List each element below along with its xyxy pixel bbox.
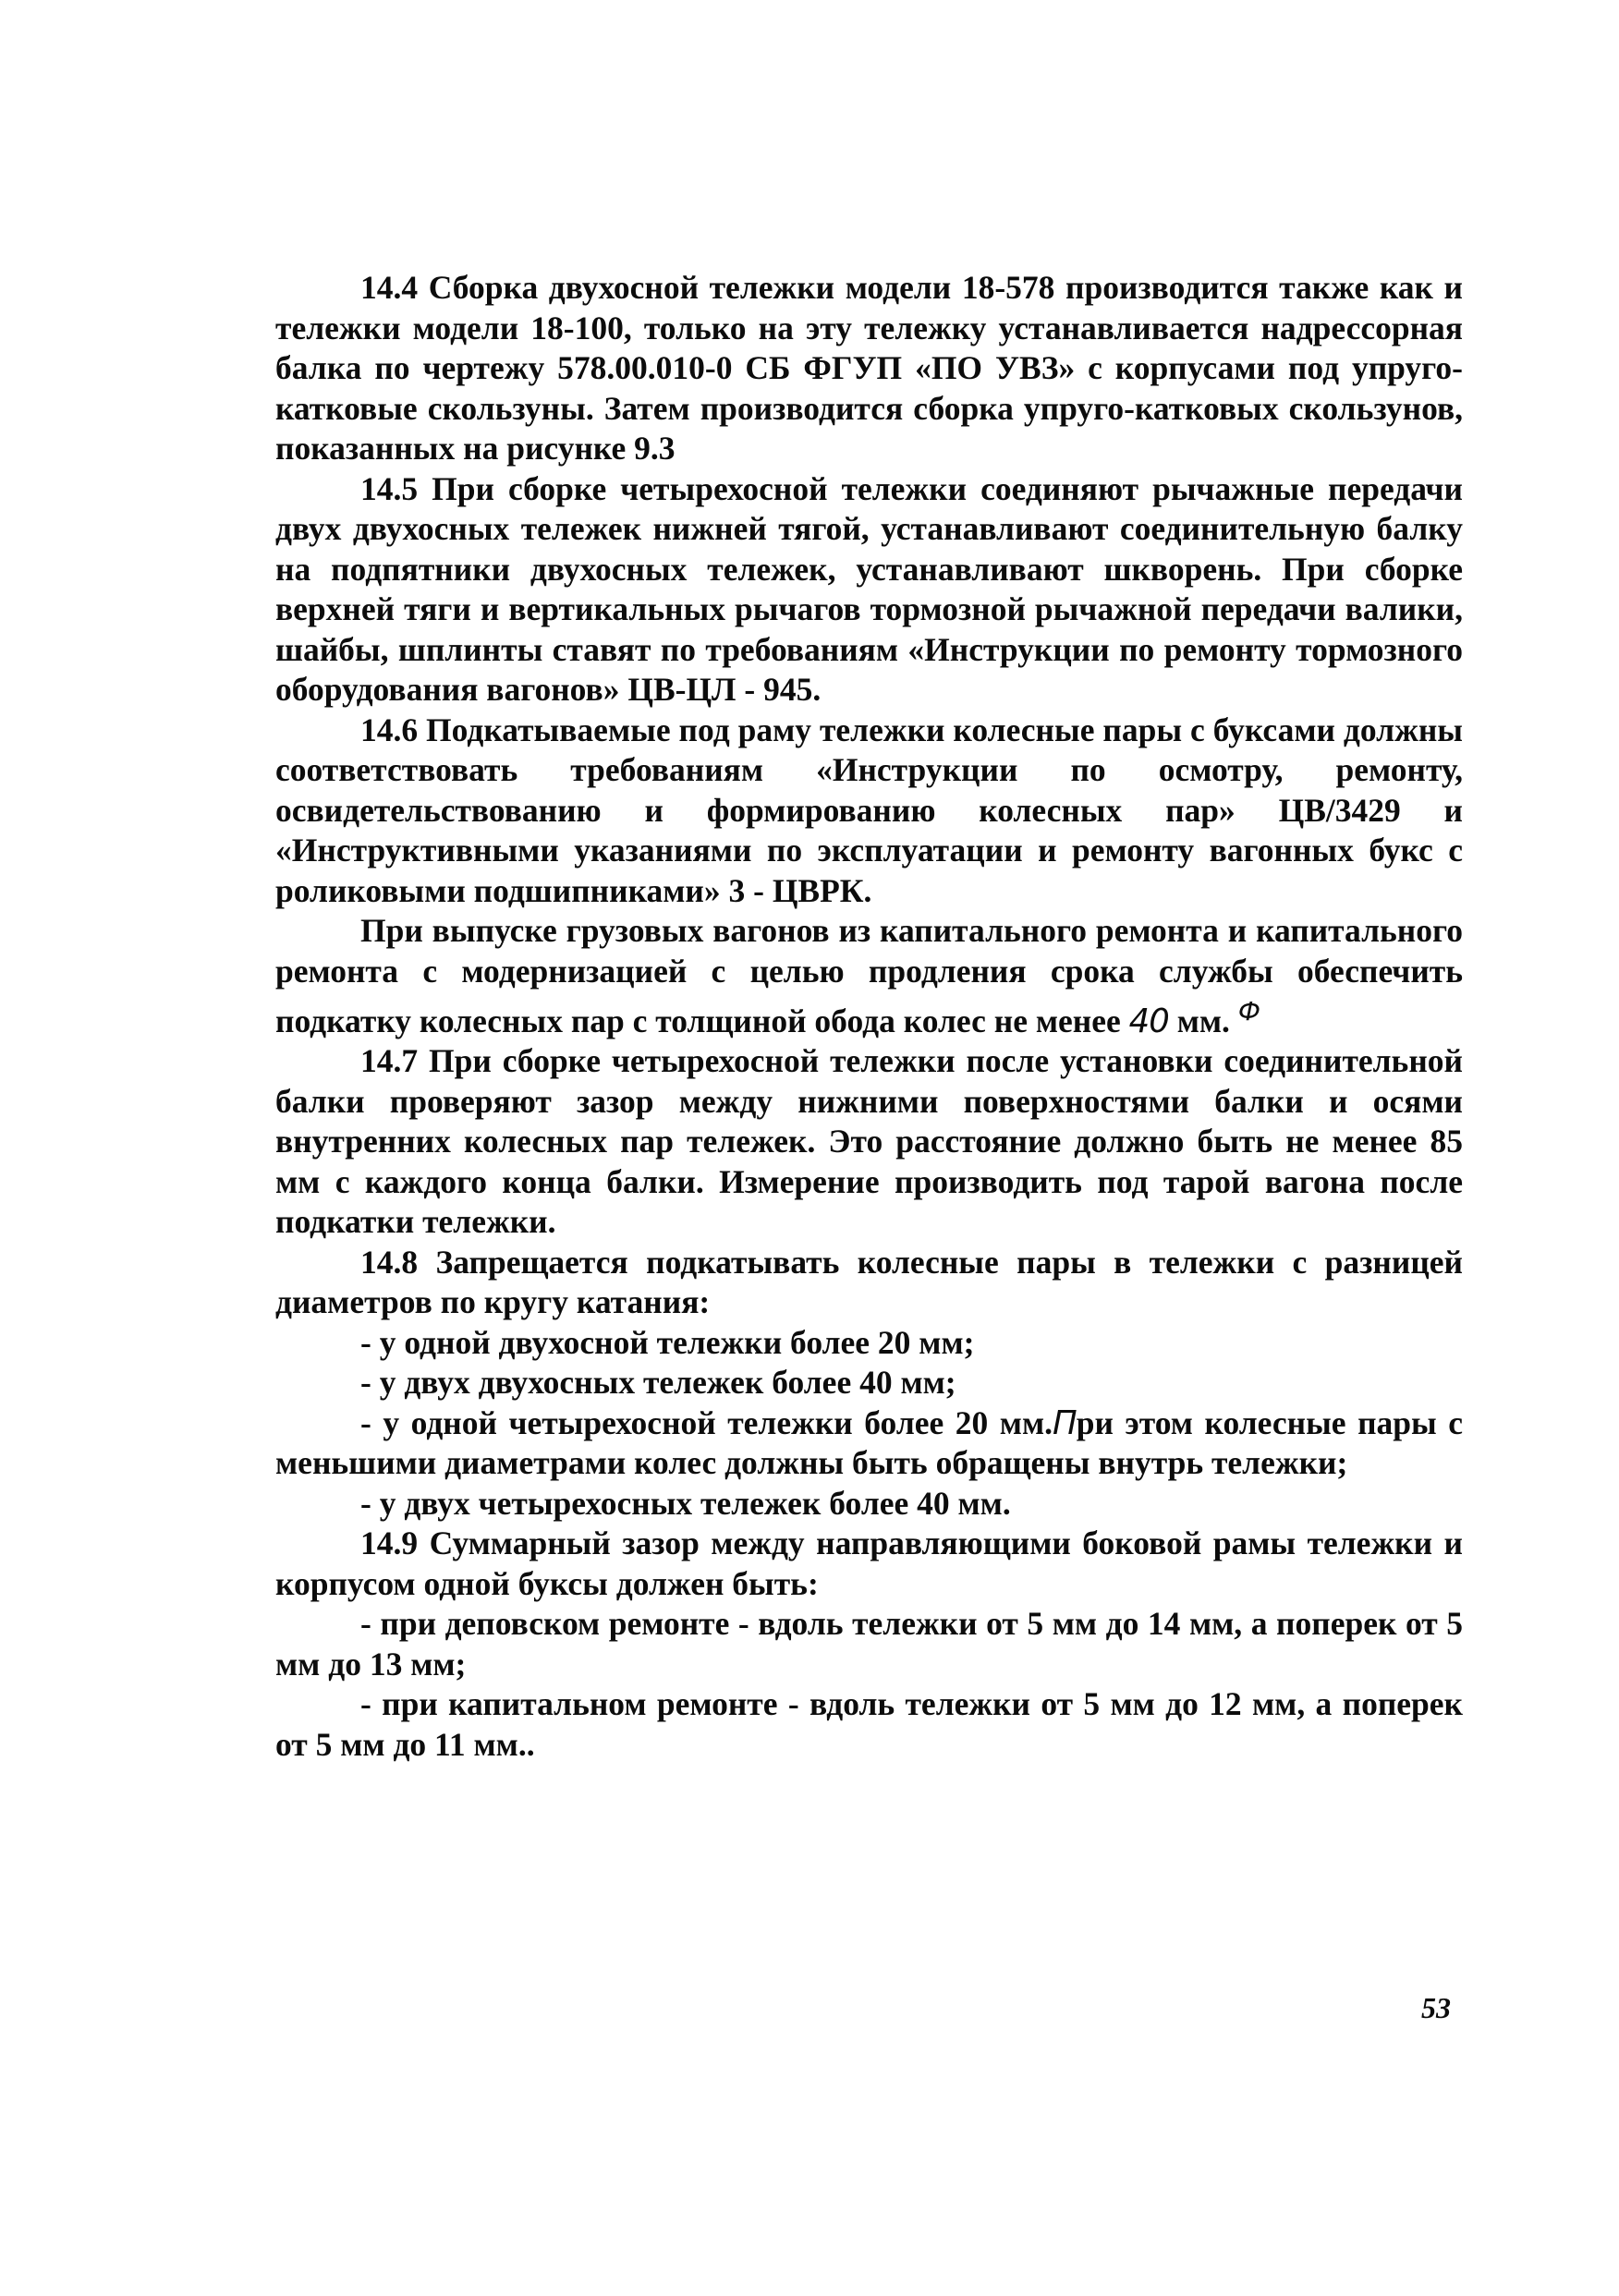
list-item bbox=[275, 1403, 1463, 1484]
paragraph-14-9: 14.9 Суммарный зазор между направляющими боковой рамы тележки и корпусом одной буксы должен быть: bbox=[275, 1525, 1463, 1602]
paragraph-14-4: 14.4 Сборка двухосной тележки модели 18-578 производится также как и тележки модели 18-100, только на эту тележку устанавливается надрессорная балка по чертежу 578.00.010-0 СБ ФГУП «ПО УВЗ» с корпусами под упруго-катковые скользуны. Затем производится сборка упруго-катковых скользунов, показанных на рисунке 9.3 bbox=[275, 269, 1463, 467]
paragraph-text: При выпуске грузовых вагонов из капитального ремонта и капитального ремонта с модернизацией с целью продления срока службы обеспечить подкатку колесных пар с толщиной обода колес не менее bbox=[275, 912, 1463, 1039]
handwritten-correction: П bbox=[1053, 1403, 1077, 1442]
list-item: - при деповском ремонте - вдоль тележки от 5 мм до 14 мм, а поперек от 5 мм до 13 мм; bbox=[275, 1605, 1463, 1683]
paragraph-14-6-release bbox=[275, 911, 1463, 1041]
list-item: - у двух четырехосных тележек более 40 мм. bbox=[360, 1484, 1011, 1522]
handwritten-correction: 40 bbox=[1128, 1002, 1169, 1040]
document-body bbox=[275, 268, 1463, 1765]
paragraph-14-7: 14.7 При сборке четырехосной тележки после установки соединительной балки проверяют зазор между нижними поверхностями балки и осями внутренних колесных пар тележек. Это расстояние должно быть не менее 85 мм с каждого конца балки. Измерение производить под тарой вагона после подкатки тележки. bbox=[275, 1042, 1463, 1241]
list-item: - у одной двухосной тележки более 20 мм; bbox=[360, 1323, 975, 1361]
paragraph-text: мм. bbox=[1168, 1002, 1238, 1039]
paragraph-14-6: 14.6 Подкатываемые под раму тележки колесные пары с буксами должны соответствовать требованиям «Инструкции по осмотру, ремонту, освидетельствованию и формированию колесных пар» ЦВ/3429 и «Инструктивными указаниями по эксплуатации и ремонту вагонных букс с роликовыми подшипниками» 3 - ЦВРК. bbox=[275, 711, 1463, 909]
page-number: 53 bbox=[1421, 1991, 1451, 2024]
list-item: - при капитальном ремонте - вдоль тележки от 5 мм до 12 мм, а поперек от 5 мм до 11 мм.. bbox=[275, 1685, 1463, 1763]
list-item: - у двух двухосных тележек более 40 мм; bbox=[360, 1364, 956, 1402]
list-item-text: - у одной четырехосной тележки более 20 мм. bbox=[360, 1403, 1053, 1441]
paragraph-14-5: 14.5 При сборке четырехосной тележки соединяют рычажные передачи двух двухосных тележек нижней тягой, устанавливают соединительную балку на подпятники двухосных тележек, устанавливают шкворень. При сборке верхней тяги и вертикальных рычагов тормозной рычажной передачи валики, шайбы, шплинты ставят по требованиям «Инструкции по ремонту тормозного оборудования вагонов» ЦВ-ЦЛ - 945. bbox=[275, 469, 1463, 708]
revision-mark: Ф bbox=[1237, 996, 1260, 1027]
list-item-text: ри этом колесные пары с меньшими диаметрами колес должны быть обращены внутрь тележки; bbox=[275, 1403, 1463, 1482]
paragraph-14-8: 14.8 Запрещается подкатывать колесные пары в тележки с разницей диаметров по кругу катания: bbox=[275, 1243, 1463, 1321]
